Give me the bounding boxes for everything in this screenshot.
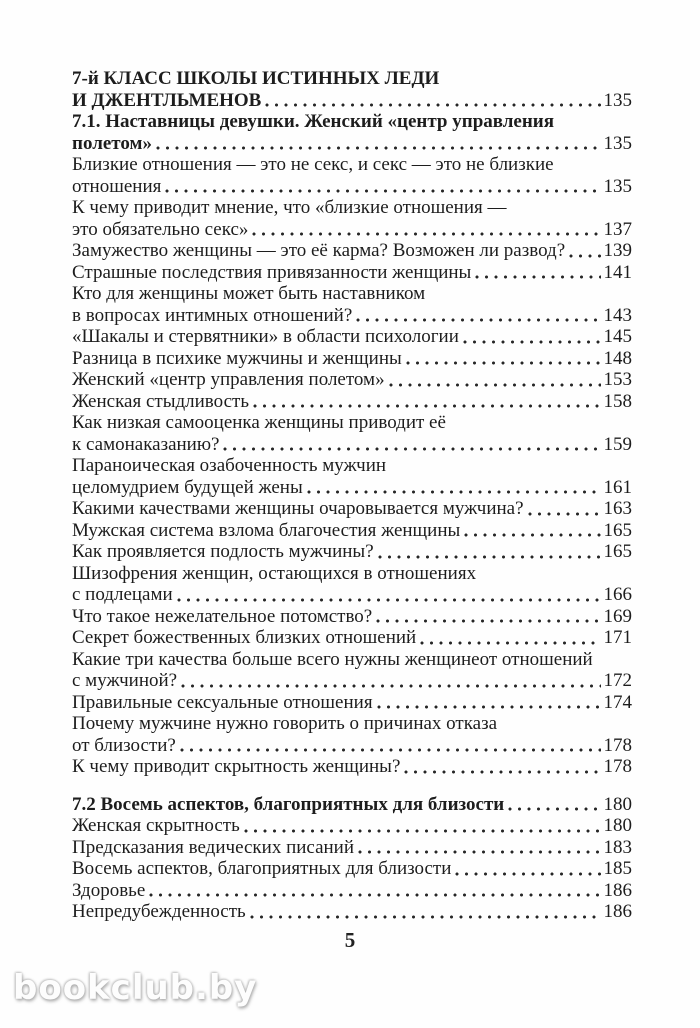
toc-page-number: 159 bbox=[603, 433, 632, 455]
toc-line bbox=[72, 901, 632, 923]
toc-entry bbox=[72, 649, 632, 692]
toc-entry bbox=[72, 262, 632, 284]
toc-line bbox=[72, 68, 632, 90]
toc-entry-title: Восемь аспектов, благоприятных для близости bbox=[72, 858, 452, 879]
toc-entry bbox=[72, 369, 632, 391]
toc-entry-title: к самонаказанию? bbox=[72, 433, 220, 455]
toc-entry-title: 7.1. Наставницы девушки. Женский «центр управления bbox=[72, 111, 555, 132]
toc-page-number: 180 bbox=[603, 815, 632, 836]
toc-line bbox=[72, 240, 632, 262]
toc-line bbox=[72, 369, 632, 391]
toc-line bbox=[72, 606, 632, 628]
toc-line bbox=[72, 305, 632, 327]
dot-leader bbox=[165, 189, 600, 193]
toc-entry bbox=[72, 627, 632, 649]
toc-entry-title: К чему приводит скрытность женщины? bbox=[72, 756, 401, 777]
dot-leader bbox=[406, 361, 601, 365]
toc-page-number: 135 bbox=[603, 132, 632, 154]
toc-entry-title: Разница в психике мужчины и женщины bbox=[72, 347, 402, 369]
toc-entry-title: Женская стыдливость bbox=[72, 390, 249, 412]
toc-entry-title: Что такое нежелательное потомство? bbox=[72, 605, 373, 627]
toc-entry bbox=[72, 455, 632, 498]
toc-entry bbox=[72, 563, 632, 606]
toc-entry-title: Почему мужчине нужно говорить о причинах отказа bbox=[72, 713, 498, 734]
toc-page-number: 178 bbox=[603, 734, 632, 756]
toc-entry bbox=[72, 901, 632, 923]
toc-entry-title: полетом» bbox=[72, 132, 152, 154]
toc-page-number: 171 bbox=[603, 627, 632, 648]
dot-leader bbox=[569, 254, 600, 258]
toc-page-number: 186 bbox=[603, 879, 632, 901]
toc-line bbox=[72, 262, 632, 284]
toc-page-number: 135 bbox=[603, 175, 632, 197]
toc-entry-title: от близости? bbox=[72, 734, 176, 756]
toc-line bbox=[72, 111, 632, 133]
toc-page-number: 139 bbox=[603, 240, 632, 261]
toc-line bbox=[72, 858, 632, 880]
toc-entry bbox=[72, 756, 632, 778]
toc-entry-title: Параноическая озабоченность мужчин bbox=[72, 455, 387, 476]
toc-page-number: 178 bbox=[603, 756, 632, 777]
toc-entry-title: Близкие отношения — это не секс, и секс — это не близкие bbox=[72, 154, 554, 175]
toc-line bbox=[72, 692, 632, 714]
dot-leader bbox=[528, 512, 601, 516]
toc-line bbox=[72, 219, 632, 241]
toc-entry-title: 7-й КЛАСС ШКОЛЫ ИСТИННЫХ ЛЕДИ bbox=[72, 68, 440, 89]
toc-entry-title: в вопросах интимных отношений? bbox=[72, 304, 353, 326]
dot-leader bbox=[250, 915, 601, 919]
toc-page-number: 135 bbox=[603, 89, 632, 111]
dot-leader bbox=[463, 340, 601, 344]
toc-line bbox=[72, 197, 632, 219]
toc-entry-title: это обязательно секс» bbox=[72, 218, 249, 240]
toc-line bbox=[72, 880, 632, 902]
dot-leader bbox=[358, 850, 600, 854]
dot-leader bbox=[464, 533, 600, 537]
toc-line bbox=[72, 563, 632, 585]
dot-leader bbox=[378, 555, 601, 559]
toc-page-number: 145 bbox=[603, 326, 632, 347]
toc-entry-title: с мужчиной? bbox=[72, 670, 178, 691]
dot-leader bbox=[149, 893, 600, 897]
toc-line bbox=[72, 794, 632, 816]
toc-line bbox=[72, 498, 632, 520]
toc-entry-title: Какими качествами женщины очаровывается мужчина? bbox=[72, 498, 524, 519]
toc-page-number: 161 bbox=[603, 476, 632, 498]
toc-entry-title: Непредубежденность bbox=[72, 901, 246, 922]
toc-line bbox=[72, 520, 632, 542]
toc-line bbox=[72, 455, 632, 477]
toc-page-number: 185 bbox=[603, 858, 632, 879]
toc-entry bbox=[72, 815, 632, 837]
dot-leader bbox=[181, 684, 600, 688]
dot-leader bbox=[508, 807, 600, 811]
toc-page-number: 169 bbox=[603, 605, 632, 627]
dot-leader bbox=[420, 641, 600, 645]
toc-page-number: 148 bbox=[603, 347, 632, 369]
toc-entry-title: целомудрием будущей жены bbox=[72, 476, 303, 498]
toc-entry bbox=[72, 283, 632, 326]
toc-entry-title: Как проявляется подлость мужчины? bbox=[72, 541, 374, 562]
toc-entry-title: Кто для женщины может быть наставником bbox=[72, 283, 426, 304]
toc-line bbox=[72, 90, 632, 112]
toc-entry-title: Предсказания ведических писаний bbox=[72, 836, 355, 858]
dot-leader bbox=[356, 318, 600, 322]
toc-entry-title: Замужество женщины — это её карма? Возможен ли развод? bbox=[72, 240, 566, 261]
toc-page-number: 143 bbox=[603, 304, 632, 326]
toc-line bbox=[72, 584, 632, 606]
toc-entry-title: 7.2 Восемь аспектов, благоприятных для близости bbox=[72, 793, 505, 815]
toc-entry-title: Женский «центр управления полетом» bbox=[72, 369, 385, 390]
toc-entry bbox=[72, 520, 632, 542]
dot-leader bbox=[376, 619, 600, 623]
toc-entry bbox=[72, 412, 632, 455]
toc-list bbox=[72, 68, 632, 923]
toc-entry-title: Какие три качества больше всего нужны женщинеот отношений bbox=[72, 648, 593, 670]
toc-line bbox=[72, 348, 632, 370]
toc-entry bbox=[72, 541, 632, 563]
toc-line bbox=[72, 412, 632, 434]
toc-page-number: 186 bbox=[603, 901, 632, 922]
toc-entry bbox=[72, 794, 632, 816]
watermark: bookclub.by bbox=[13, 968, 258, 1008]
toc-line bbox=[72, 756, 632, 778]
toc-line bbox=[72, 434, 632, 456]
toc-line bbox=[72, 670, 632, 692]
dot-leader bbox=[156, 146, 601, 150]
toc-line bbox=[72, 837, 632, 859]
toc-entry bbox=[72, 68, 632, 111]
toc-entry-title: К чему приводит мнение, что «близкие отношения — bbox=[72, 197, 507, 218]
toc-page-number: 180 bbox=[603, 793, 632, 815]
toc-page-number: 172 bbox=[603, 670, 632, 691]
toc-entry bbox=[72, 154, 632, 197]
toc-entry-title: Шизофрения женщин, остающихся в отношениях bbox=[72, 562, 477, 584]
dot-leader bbox=[307, 490, 601, 494]
dot-leader bbox=[377, 705, 601, 709]
toc-line bbox=[72, 477, 632, 499]
toc-entry bbox=[72, 498, 632, 520]
toc-entry bbox=[72, 606, 632, 628]
toc-line bbox=[72, 649, 632, 671]
toc-line bbox=[72, 176, 632, 198]
toc-entry bbox=[72, 391, 632, 413]
toc-entry-title: «Шакалы и стервятники» в области психологии bbox=[72, 326, 459, 347]
toc-line bbox=[72, 283, 632, 305]
dot-leader bbox=[389, 383, 601, 387]
toc-page-number: 174 bbox=[603, 691, 632, 713]
toc-entry-title: отношения bbox=[72, 175, 162, 197]
toc-page-number: 158 bbox=[603, 390, 632, 412]
page-number: 5 bbox=[344, 928, 356, 952]
dot-leader bbox=[253, 404, 601, 408]
dot-leader bbox=[180, 748, 601, 752]
toc-line bbox=[72, 154, 632, 176]
toc-page-number: 153 bbox=[603, 369, 632, 390]
toc-line bbox=[72, 391, 632, 413]
toc-entry bbox=[72, 713, 632, 756]
toc-line bbox=[72, 627, 632, 649]
toc-page-number: 137 bbox=[603, 218, 632, 240]
toc-entry bbox=[72, 858, 632, 880]
toc-page-number: 141 bbox=[603, 261, 632, 283]
toc-line bbox=[72, 735, 632, 757]
toc-entry bbox=[72, 348, 632, 370]
toc-page-number: 163 bbox=[603, 498, 632, 519]
toc-entry bbox=[72, 692, 632, 714]
dot-leader bbox=[404, 770, 600, 774]
toc-entry bbox=[72, 197, 632, 240]
toc-entry-title: Страшные последствия привязанности женщины bbox=[72, 261, 472, 283]
toc-entry bbox=[72, 240, 632, 262]
dot-leader bbox=[252, 232, 600, 236]
toc-line bbox=[72, 133, 632, 155]
toc-entry bbox=[72, 326, 632, 348]
toc-entry bbox=[72, 837, 632, 859]
toc-entry-title: с подлецами bbox=[72, 584, 173, 605]
toc-entry-title: Секрет божественных близких отношений bbox=[72, 627, 417, 648]
dot-leader bbox=[265, 103, 600, 107]
toc-line bbox=[72, 541, 632, 563]
toc-entry-title: Как низкая самооценка женщины приводит её bbox=[72, 412, 446, 433]
toc-entry-title: Мужская система взлома благочестия женщины bbox=[72, 519, 461, 541]
toc-page-number: 183 bbox=[603, 836, 632, 858]
toc-line bbox=[72, 713, 632, 735]
toc-page-number: 165 bbox=[603, 541, 632, 562]
dot-leader bbox=[455, 872, 600, 876]
toc-entry bbox=[72, 111, 632, 154]
dot-leader bbox=[177, 598, 601, 602]
dot-leader bbox=[475, 275, 600, 279]
toc-entry-title: Женская скрытность bbox=[72, 815, 240, 836]
toc-line bbox=[72, 326, 632, 348]
toc-entry-title: Здоровье bbox=[72, 879, 146, 901]
toc-entry-title: И ДЖЕНТЛЬМЕНОВ bbox=[72, 89, 262, 111]
toc-entry-title: Правильные сексуальные отношения bbox=[72, 691, 373, 713]
toc-line bbox=[72, 815, 632, 837]
toc-page-number: 165 bbox=[603, 519, 632, 541]
dot-leader bbox=[244, 829, 601, 833]
dot-leader bbox=[223, 447, 600, 451]
toc-entry bbox=[72, 880, 632, 902]
toc-page-number: 166 bbox=[603, 584, 632, 605]
